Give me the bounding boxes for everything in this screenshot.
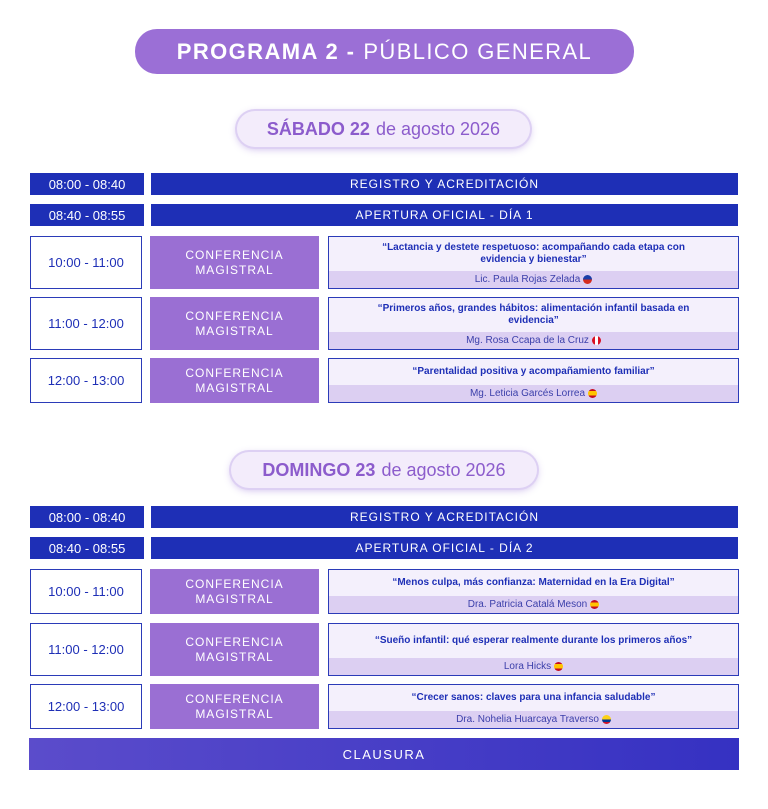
session-type: CONFERENCIA MAGISTRAL	[150, 236, 319, 289]
session-title: “Menos culpa, más confianza: Maternidad en la Era Digital”	[392, 577, 675, 588]
spain-flag-icon	[588, 389, 597, 398]
session-type: CONFERENCIA MAGISTRAL	[150, 684, 319, 729]
session-card	[328, 623, 739, 676]
session-time: 10:00 - 11:00	[30, 236, 142, 289]
session-time: 11:00 - 12:00	[30, 623, 142, 676]
session-card	[328, 297, 739, 350]
session-card	[328, 569, 739, 614]
colombia-flag-icon	[602, 715, 611, 724]
session-title: “Primeros años, grandes hábitos: alimentación infantil basada en evidencia”	[377, 303, 690, 326]
day2-month-year: de agosto 2026	[381, 459, 506, 480]
program-title-light: PÚBLICO GENERAL	[363, 38, 593, 64]
spain-flag-icon	[590, 600, 599, 609]
session-speaker-row	[329, 385, 738, 402]
day2-date: DOMINGO 23	[262, 459, 376, 480]
session-title: “Sueño infantil: qué esperar realmente durante los primeros años”	[374, 635, 693, 646]
session-type: CONFERENCIA MAGISTRAL	[150, 569, 319, 614]
session-speaker-row	[329, 271, 738, 288]
day1-registration-time: 08:00 - 08:40	[30, 173, 144, 195]
spain-flag-icon	[554, 662, 563, 671]
session-speaker: Lora Hicks	[503, 661, 552, 672]
day2-opening-time: 08:40 - 08:55	[30, 537, 144, 559]
session-time: 11:00 - 12:00	[30, 297, 142, 350]
session-speaker: Mg. Leticia Garcés Lorrea	[469, 388, 586, 399]
session-speaker-row	[329, 596, 738, 613]
session-type: CONFERENCIA MAGISTRAL	[150, 297, 319, 350]
day2-registration-bar: REGISTRO Y ACREDITACIÓN	[151, 506, 738, 528]
session-card	[328, 236, 739, 289]
session-speaker: Dra. Nohelia Huarcaya Traverso	[456, 714, 599, 725]
day1-registration-bar: REGISTRO Y ACREDITACIÓN	[151, 173, 738, 195]
session-title: “Lactancia y destete respetuoso: acompañando cada etapa con evidencia y bienestar”	[382, 242, 685, 265]
session-type: CONFERENCIA MAGISTRAL	[150, 623, 319, 676]
session-time: 12:00 - 13:00	[30, 358, 142, 403]
day1-opening-time: 08:40 - 08:55	[30, 204, 144, 226]
day1-heading	[237, 111, 530, 147]
session-speaker: Mg. Rosa Ccapa de la Cruz	[466, 335, 589, 346]
session-type: CONFERENCIA MAGISTRAL	[150, 358, 319, 403]
session-speaker: Lic. Paula Rojas Zelada	[474, 274, 581, 285]
session-speaker-row	[329, 711, 738, 728]
session-card	[328, 684, 739, 729]
closing-bar: CLAUSURA	[29, 738, 739, 770]
day2-heading	[231, 452, 537, 488]
day1-month-year: de agosto 2026	[375, 118, 501, 139]
session-title: “Parentalidad positiva y acompañamiento familiar”	[412, 366, 655, 377]
program-title-bold: PROGRAMA 2 -	[176, 38, 356, 64]
session-speaker-row	[329, 332, 738, 349]
session-card	[328, 358, 739, 403]
chile-flag-icon	[583, 275, 592, 284]
session-title: “Crecer sanos: claves para una infancia saludable”	[411, 692, 656, 703]
session-speaker: Dra. Patricia Catalá Meson	[467, 599, 588, 610]
program-title	[135, 29, 634, 74]
day2-opening-bar: APERTURA OFICIAL - DÍA 2	[151, 537, 738, 559]
session-time: 10:00 - 11:00	[30, 569, 142, 614]
session-time: 12:00 - 13:00	[30, 684, 142, 729]
peru-flag-icon	[592, 336, 601, 345]
day1-date: SÁBADO 22	[266, 118, 370, 139]
session-speaker-row	[329, 658, 738, 675]
day2-registration-time: 08:00 - 08:40	[30, 506, 144, 528]
day1-opening-bar: APERTURA OFICIAL - DÍA 1	[151, 204, 738, 226]
